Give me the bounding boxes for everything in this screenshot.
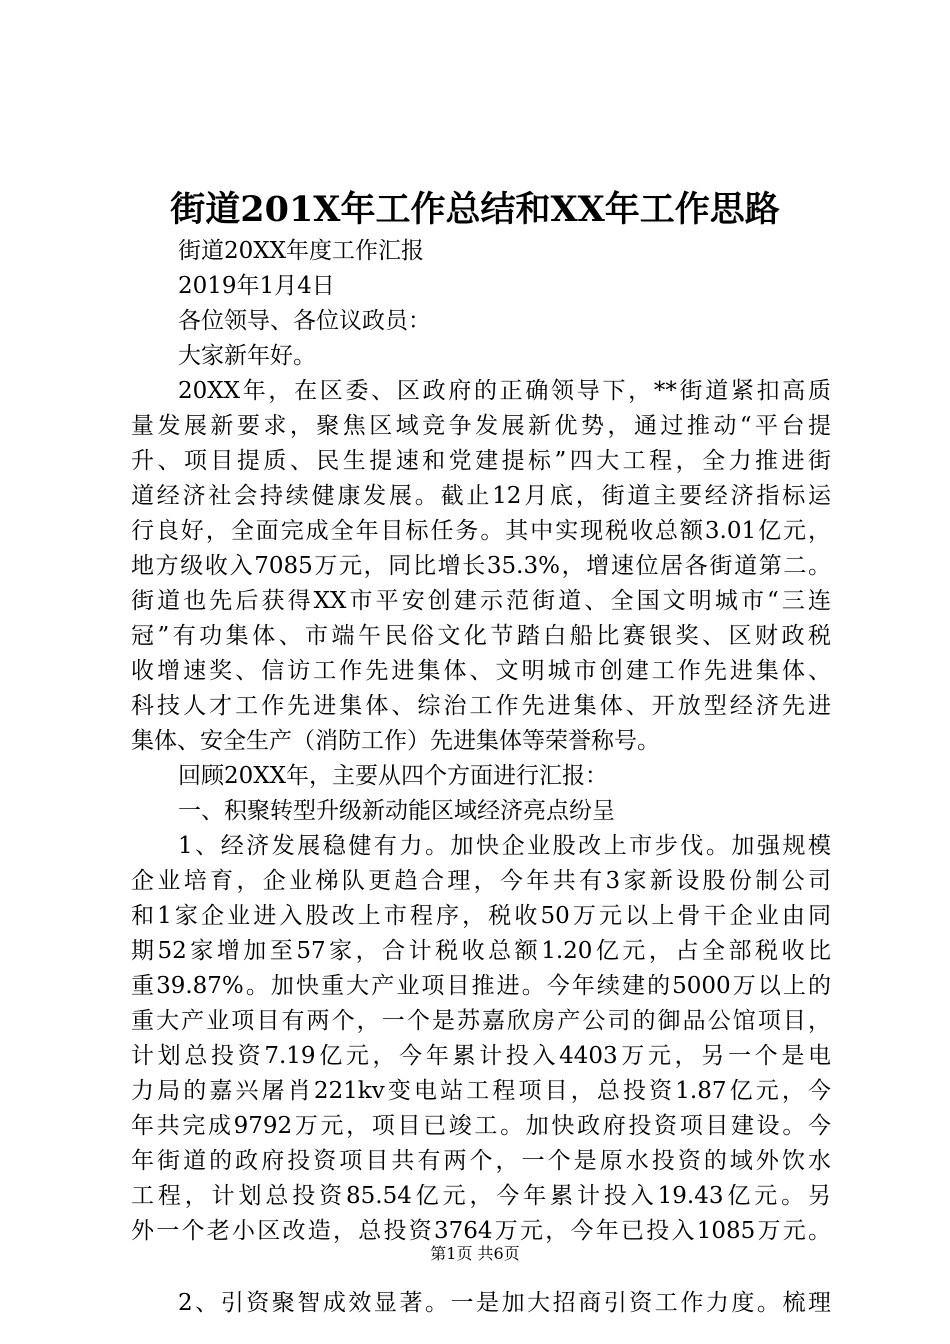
document-title: 街道201X年工作总结和XX年工作思路 [170, 189, 780, 230]
paragraph-line: 地方级收入7085万元，同比增长35.3%，增速位居各街道第二。 [131, 553, 831, 579]
paragraph-line: 外一个老小区改造，总投资3764万元，今年已投入1085万元。 [131, 1218, 831, 1244]
paragraph-line: 工程，计划总投资85.54亿元，今年累计投入19.43亿元。另 [131, 1183, 831, 1209]
paragraph-line: 量发展新要求，聚焦区域竞争发展新优势，通过推动“平台提 [131, 413, 831, 439]
paragraph-line: 和1家企业进入股改上市程序，税收50万元以上骨干企业由同 [131, 903, 831, 929]
paragraph-line: 街道也先后获得XX市平安创建示范街道、全国文明城市“三连 [131, 588, 831, 614]
paragraph-line: 收增速奖、信访工作先进集体、文明城市创建工作先进集体、 [131, 658, 831, 684]
paragraph-line: 重大产业项目有两个，一个是苏嘉欣房产公司的御品公馆项目， [131, 1008, 831, 1034]
greeting: 大家新年好。 [178, 343, 316, 369]
paragraph-line: 道经济社会持续健康发展。截止12月底，街道主要经济指标运 [131, 483, 831, 509]
paragraph-line: 力局的嘉兴屠肖221kv变电站工程项目，总投资1.87亿元，今 [131, 1078, 831, 1104]
page-footer: 第1页 共6页 [430, 1244, 520, 1263]
paragraph-line: 企业培育，企业梯队更趋合理，今年共有3家新设股份制公司 [131, 868, 831, 894]
paragraph-line: 科技人才工作先进集体、综治工作先进集体、开放型经济先进 [131, 693, 831, 719]
paragraph-line: 计划总投资7.19亿元，今年累计投入4403万元，另一个是电 [131, 1043, 831, 1069]
paragraph-line: 升、项目提质、民生提速和党建提标”四大工程，全力推进街 [131, 448, 831, 474]
document-body [131, 234, 831, 1321]
paragraph-line: 20XX年，在区委、区政府的正确领导下，**街道紧扣高质 [178, 378, 831, 404]
salutation: 各位领导、各位议政员： [178, 308, 431, 334]
paragraph-line: 年共完成9792万元，项目已竣工。加快政府投资项目建设。今 [131, 1113, 831, 1139]
paragraph-line: 1、经济发展稳健有力。加快企业股改上市步伐。加强规模 [178, 833, 831, 859]
paragraph-line: 行良好，全面完成全年目标任务。其中实现税收总额3.01亿元， [131, 518, 831, 544]
paragraph-line: 冠”有功集体、市端午民俗文化节踏白船比赛银奖、区财政税 [131, 623, 831, 649]
report-heading: 街道20XX年度工作汇报 [178, 238, 425, 264]
paragraph-line: 重39.87%。加快重大产业项目推进。今年续建的5000万以上的 [131, 973, 831, 999]
paragraph-line: 2、引资聚智成效显著。一是加大招商引资工作力度。梳理 [178, 1290, 831, 1316]
review-intro: 回顾20XX年，主要从四个方面进行汇报： [178, 763, 609, 789]
paragraph-line: 期52家增加至57家，合计税收总额1.20亿元，占全部税收比 [131, 938, 831, 964]
section-heading: 一、积聚转型升级新动能区域经济亮点纷呈 [178, 798, 615, 824]
paragraph-line: 年街道的政府投资项目共有两个，一个是原水投资的域外饮水 [131, 1148, 831, 1174]
report-date: 2019年1月4日 [178, 273, 335, 299]
paragraph-line: 集体、安全生产（消防工作）先进集体等荣誉称号。 [131, 728, 660, 754]
